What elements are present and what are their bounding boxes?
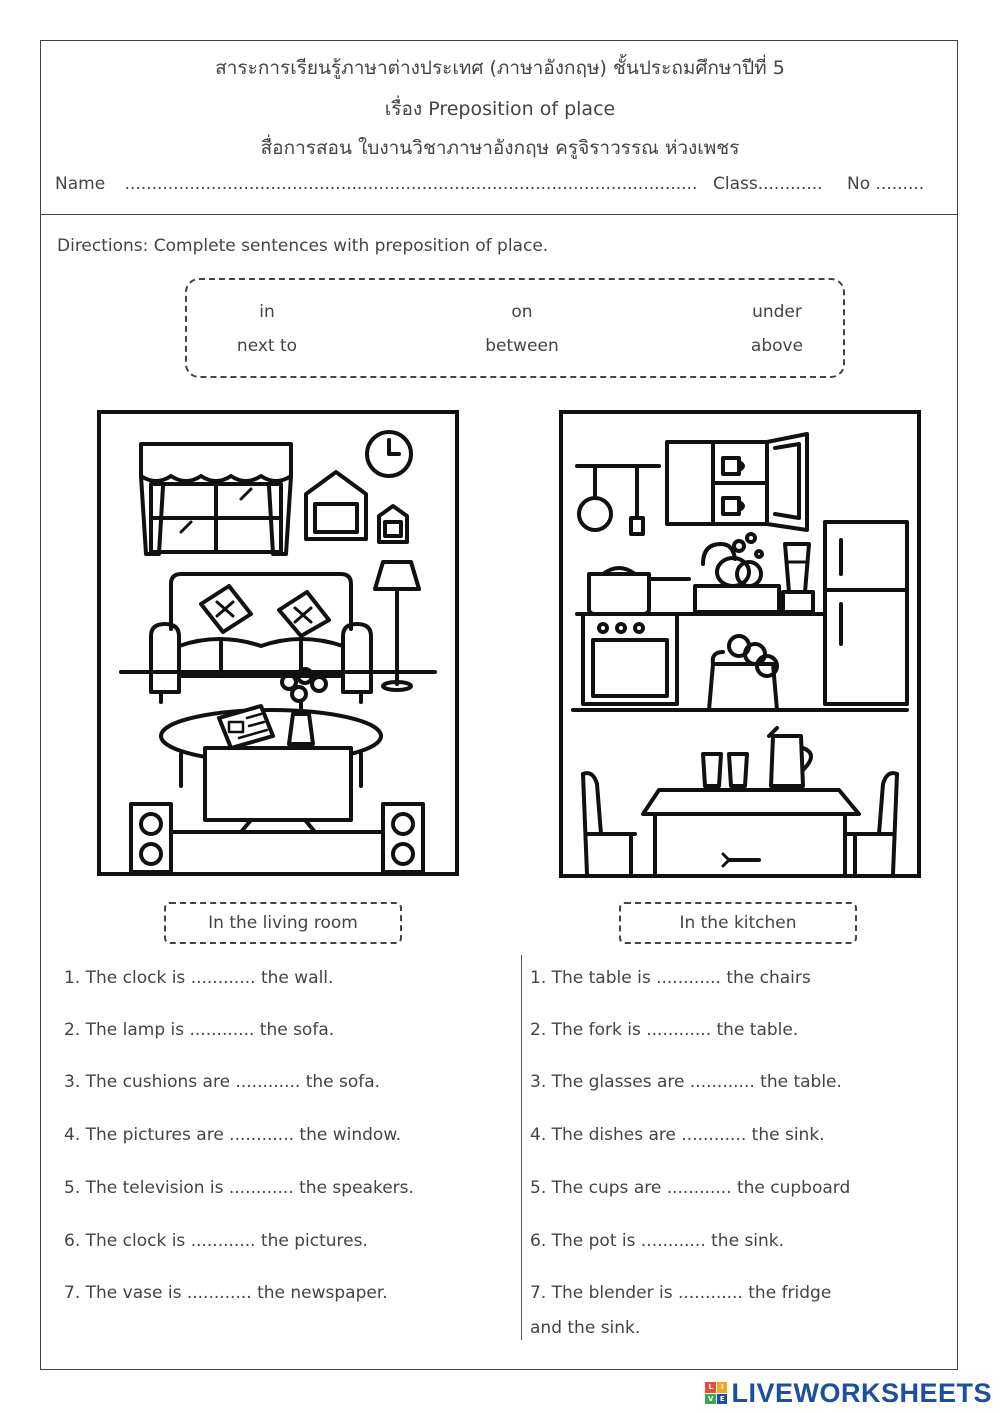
brand-name: LIVEWORKSHEETS xyxy=(731,1377,992,1408)
header-divider xyxy=(40,214,958,215)
living-room-question[interactable]: 6. The clock is ............ the pictures. xyxy=(64,1231,368,1251)
living-room-question[interactable]: 2. The lamp is ............ the sofa. xyxy=(64,1020,335,1040)
living-room-question[interactable]: 5. The television is ............ the speakers. xyxy=(64,1178,414,1198)
word-bank-item: above xyxy=(750,336,804,356)
speaker-left-icon xyxy=(131,804,171,872)
jug-icon xyxy=(769,728,811,786)
kitchen-question[interactable]: 5. The cups are ............ the cupboard xyxy=(530,1178,851,1198)
name-blank[interactable]: .......................................................................................................... xyxy=(124,174,698,194)
class-label[interactable]: Class............ xyxy=(713,174,823,194)
sink-icon xyxy=(695,544,779,612)
window-icon xyxy=(141,444,291,554)
vase-icon xyxy=(282,669,326,744)
utensil-rack-icon xyxy=(577,466,659,534)
caption-living-room: In the living room xyxy=(164,902,402,944)
student-info-row xyxy=(55,174,945,194)
kitchen-question[interactable]: 7. The blender is ............ the fridge xyxy=(530,1283,832,1303)
word-bank-item: on xyxy=(511,302,533,322)
logo-mark-letter: L xyxy=(705,1382,716,1393)
kitchen-question-continuation: and the sink. xyxy=(530,1318,641,1338)
topic-title: เรื่อง Preposition of place xyxy=(384,98,616,120)
word-bank xyxy=(185,278,845,378)
word-bank-item: under xyxy=(752,302,802,322)
liveworksheets-logo xyxy=(705,1378,992,1408)
blender-icon xyxy=(783,544,813,612)
cupboard-icon xyxy=(667,434,807,530)
clock-icon xyxy=(367,432,411,476)
picture-frame-icon xyxy=(306,472,366,539)
logo-mark-letter: V xyxy=(705,1394,716,1405)
word-bank-item: between xyxy=(485,336,559,356)
living-room-question[interactable]: 4. The pictures are ............ the window. xyxy=(64,1125,402,1145)
subject-title: สาระการเรียนรู้ภาษาต่างประเทศ (ภาษาอังกฤษ) ชั้นประถมศึกษาปีที่ 5 xyxy=(215,57,785,79)
kitchen-question[interactable]: 3. The glasses are ............ the table. xyxy=(530,1072,842,1092)
kitchen-question[interactable]: 4. The dishes are ............ the sink. xyxy=(530,1125,825,1145)
directions-text: Directions: Complete sentences with preposition of place. xyxy=(57,236,549,256)
number-label[interactable]: No ......... xyxy=(847,174,925,194)
living-room-question[interactable]: 1. The clock is ............ the wall. xyxy=(64,968,334,988)
logo-mark-letter: I xyxy=(717,1382,728,1393)
kitchen-question[interactable]: 2. The fork is ............ the table. xyxy=(530,1020,799,1040)
caption-kitchen: In the kitchen xyxy=(619,902,857,944)
media-credit: สื่อการสอน ใบงานวิชาภาษาอังกฤษ ครูจิราวรรณ ห่วงเพชร xyxy=(260,137,740,159)
question-column-divider xyxy=(521,955,522,1340)
living-room-question[interactable]: 7. The vase is ............ the newspaper. xyxy=(64,1283,388,1303)
logo-mark-letter: E xyxy=(717,1394,728,1405)
small-picture-frame-icon xyxy=(379,506,407,542)
television-icon xyxy=(173,748,383,832)
chair-left-icon xyxy=(583,773,635,874)
pot-icon xyxy=(589,568,689,614)
sofa-icon xyxy=(151,574,371,702)
kitchen-picture xyxy=(559,410,921,878)
kitchen-question[interactable]: 6. The pot is ............ the sink. xyxy=(530,1231,785,1251)
kitchen-question[interactable]: 1. The table is ............ the chairs xyxy=(530,968,811,988)
fridge-icon xyxy=(825,522,907,704)
word-bank-item: in xyxy=(259,302,275,322)
logo-mark-icon xyxy=(705,1382,727,1404)
speaker-right-icon xyxy=(383,804,423,872)
name-label: Name xyxy=(55,174,106,194)
fork-icon xyxy=(723,854,759,866)
living-room-question[interactable]: 3. The cushions are ............ the sofa. xyxy=(64,1072,381,1092)
chair-right-icon xyxy=(845,773,897,874)
grocery-bag-icon xyxy=(709,636,777,710)
word-bank-item: next to xyxy=(236,336,298,356)
glasses-icon xyxy=(703,754,747,786)
living-room-picture xyxy=(97,410,459,876)
